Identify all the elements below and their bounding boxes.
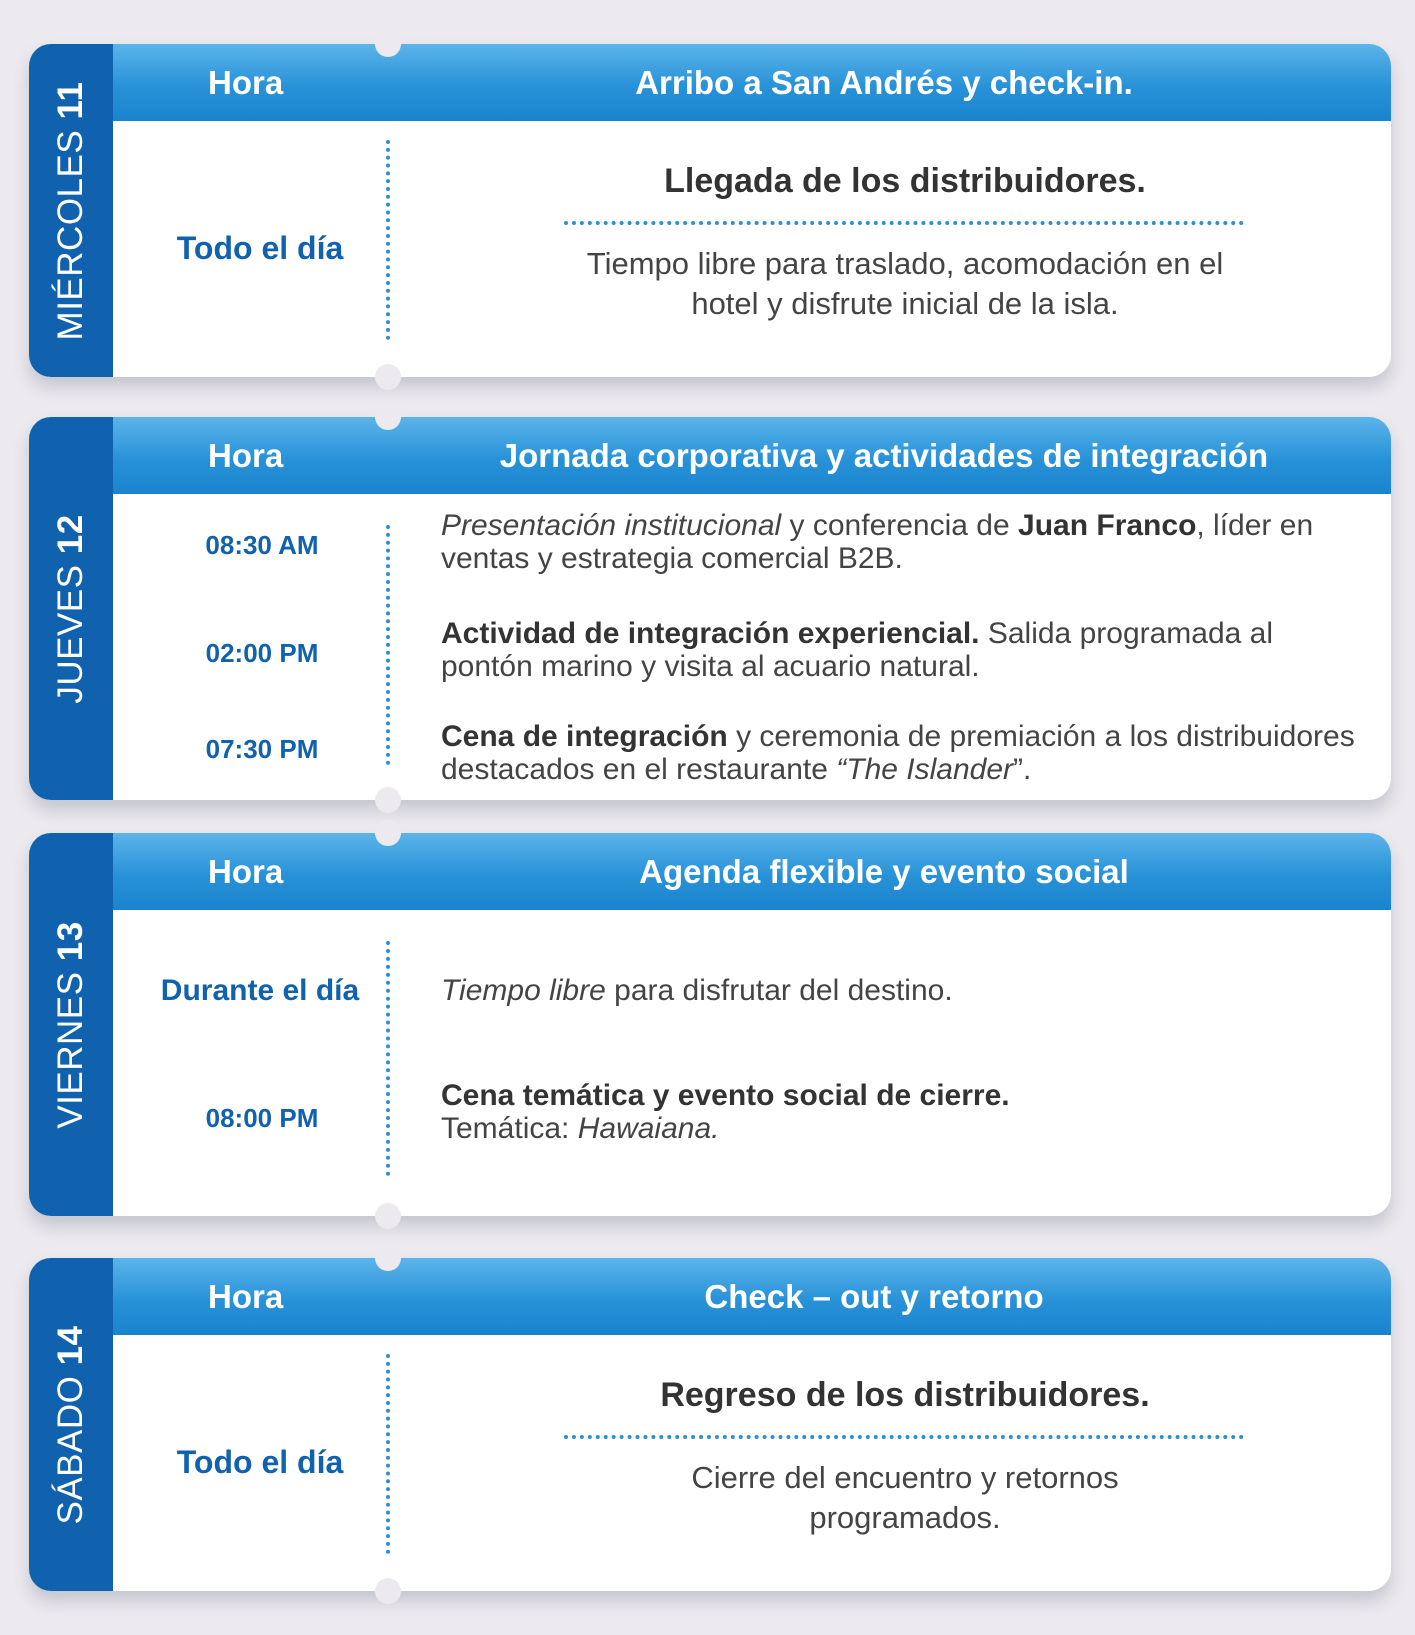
day-tab [29, 833, 113, 1216]
ticket-notch [375, 1245, 401, 1271]
day-card-sabado [29, 1258, 1391, 1591]
activity-description: Cierre del encuentro y retornos programados. [691, 1460, 1119, 1535]
hora-label: Hora [208, 64, 284, 101]
header-title: Check – out y retorno [704, 1278, 1044, 1315]
hora-label: Hora [208, 437, 284, 474]
dotted-separator [386, 525, 390, 765]
card-header [113, 1258, 1391, 1335]
activity-item: Actividad de integración experiencial. Salida programada al pontón marino y visita al acuario natural. [441, 617, 1274, 683]
ticket-notch [375, 1578, 401, 1604]
activity-item: Cena temática y evento social de cierre. Temática: Hawaiana. [441, 1079, 1010, 1145]
day-card-jueves [29, 417, 1391, 800]
day-label: JUEVES 12 [51, 513, 90, 704]
day-label: SÁBADO 14 [51, 1324, 90, 1525]
day-label: VIERNES 13 [51, 920, 90, 1129]
day-label: MIÉRCOLES 11 [51, 81, 90, 340]
header-title: Arribo a San Andrés y check-in. [635, 64, 1133, 101]
day-tab [29, 1258, 113, 1591]
dotted-divider [564, 221, 1244, 225]
activity-item: Cena de integración y ceremonia de premiación a los distribuidores destacados en el restaurante “The Islander”. [441, 720, 1355, 786]
day-card-miercoles [29, 44, 1391, 377]
ticket-notch [375, 404, 401, 430]
activity-title: Regreso de los distribuidores. [660, 1376, 1150, 1414]
day-tab [29, 44, 113, 377]
activity-item: Presentación institucional y conferencia de Juan Franco, líder en ventas y estrategia comercial B2B. [441, 509, 1314, 575]
ticket-notch [375, 820, 401, 846]
card-header [113, 44, 1391, 121]
day-card-viernes [29, 833, 1391, 1216]
time-label: Durante el día [160, 974, 360, 1007]
ticket-notch [375, 787, 401, 813]
activity-item: Tiempo libre para disfrutar del destino. [441, 974, 953, 1007]
hora-label: Hora [208, 853, 284, 890]
day-tab [29, 417, 113, 800]
time-label: 07:30 PM [205, 734, 319, 764]
ticket-notch [375, 1203, 401, 1229]
hora-label: Hora [208, 1278, 284, 1315]
activity-title: Llegada de los distribuidores. [664, 162, 1146, 200]
time-label: Todo el día [176, 230, 344, 266]
time-label: Todo el día [176, 1444, 344, 1480]
dotted-divider [564, 1435, 1244, 1439]
card-header [113, 417, 1391, 494]
header-title: Jornada corporativa y actividades de integración [499, 437, 1269, 474]
dotted-separator [386, 941, 390, 1176]
ticket-notch [375, 364, 401, 390]
ticket-notch [375, 31, 401, 57]
activity-description: Tiempo libre para traslado, acomodación en el hotel y disfrute inicial de la isla. [586, 246, 1224, 321]
card-header [113, 833, 1391, 910]
time-label: 02:00 PM [205, 638, 319, 668]
time-label: 08:30 AM [205, 530, 319, 560]
dotted-separator [386, 1354, 390, 1554]
dotted-separator [386, 140, 390, 340]
time-label: 08:00 PM [205, 1103, 319, 1133]
header-title: Agenda flexible y evento social [639, 853, 1129, 890]
